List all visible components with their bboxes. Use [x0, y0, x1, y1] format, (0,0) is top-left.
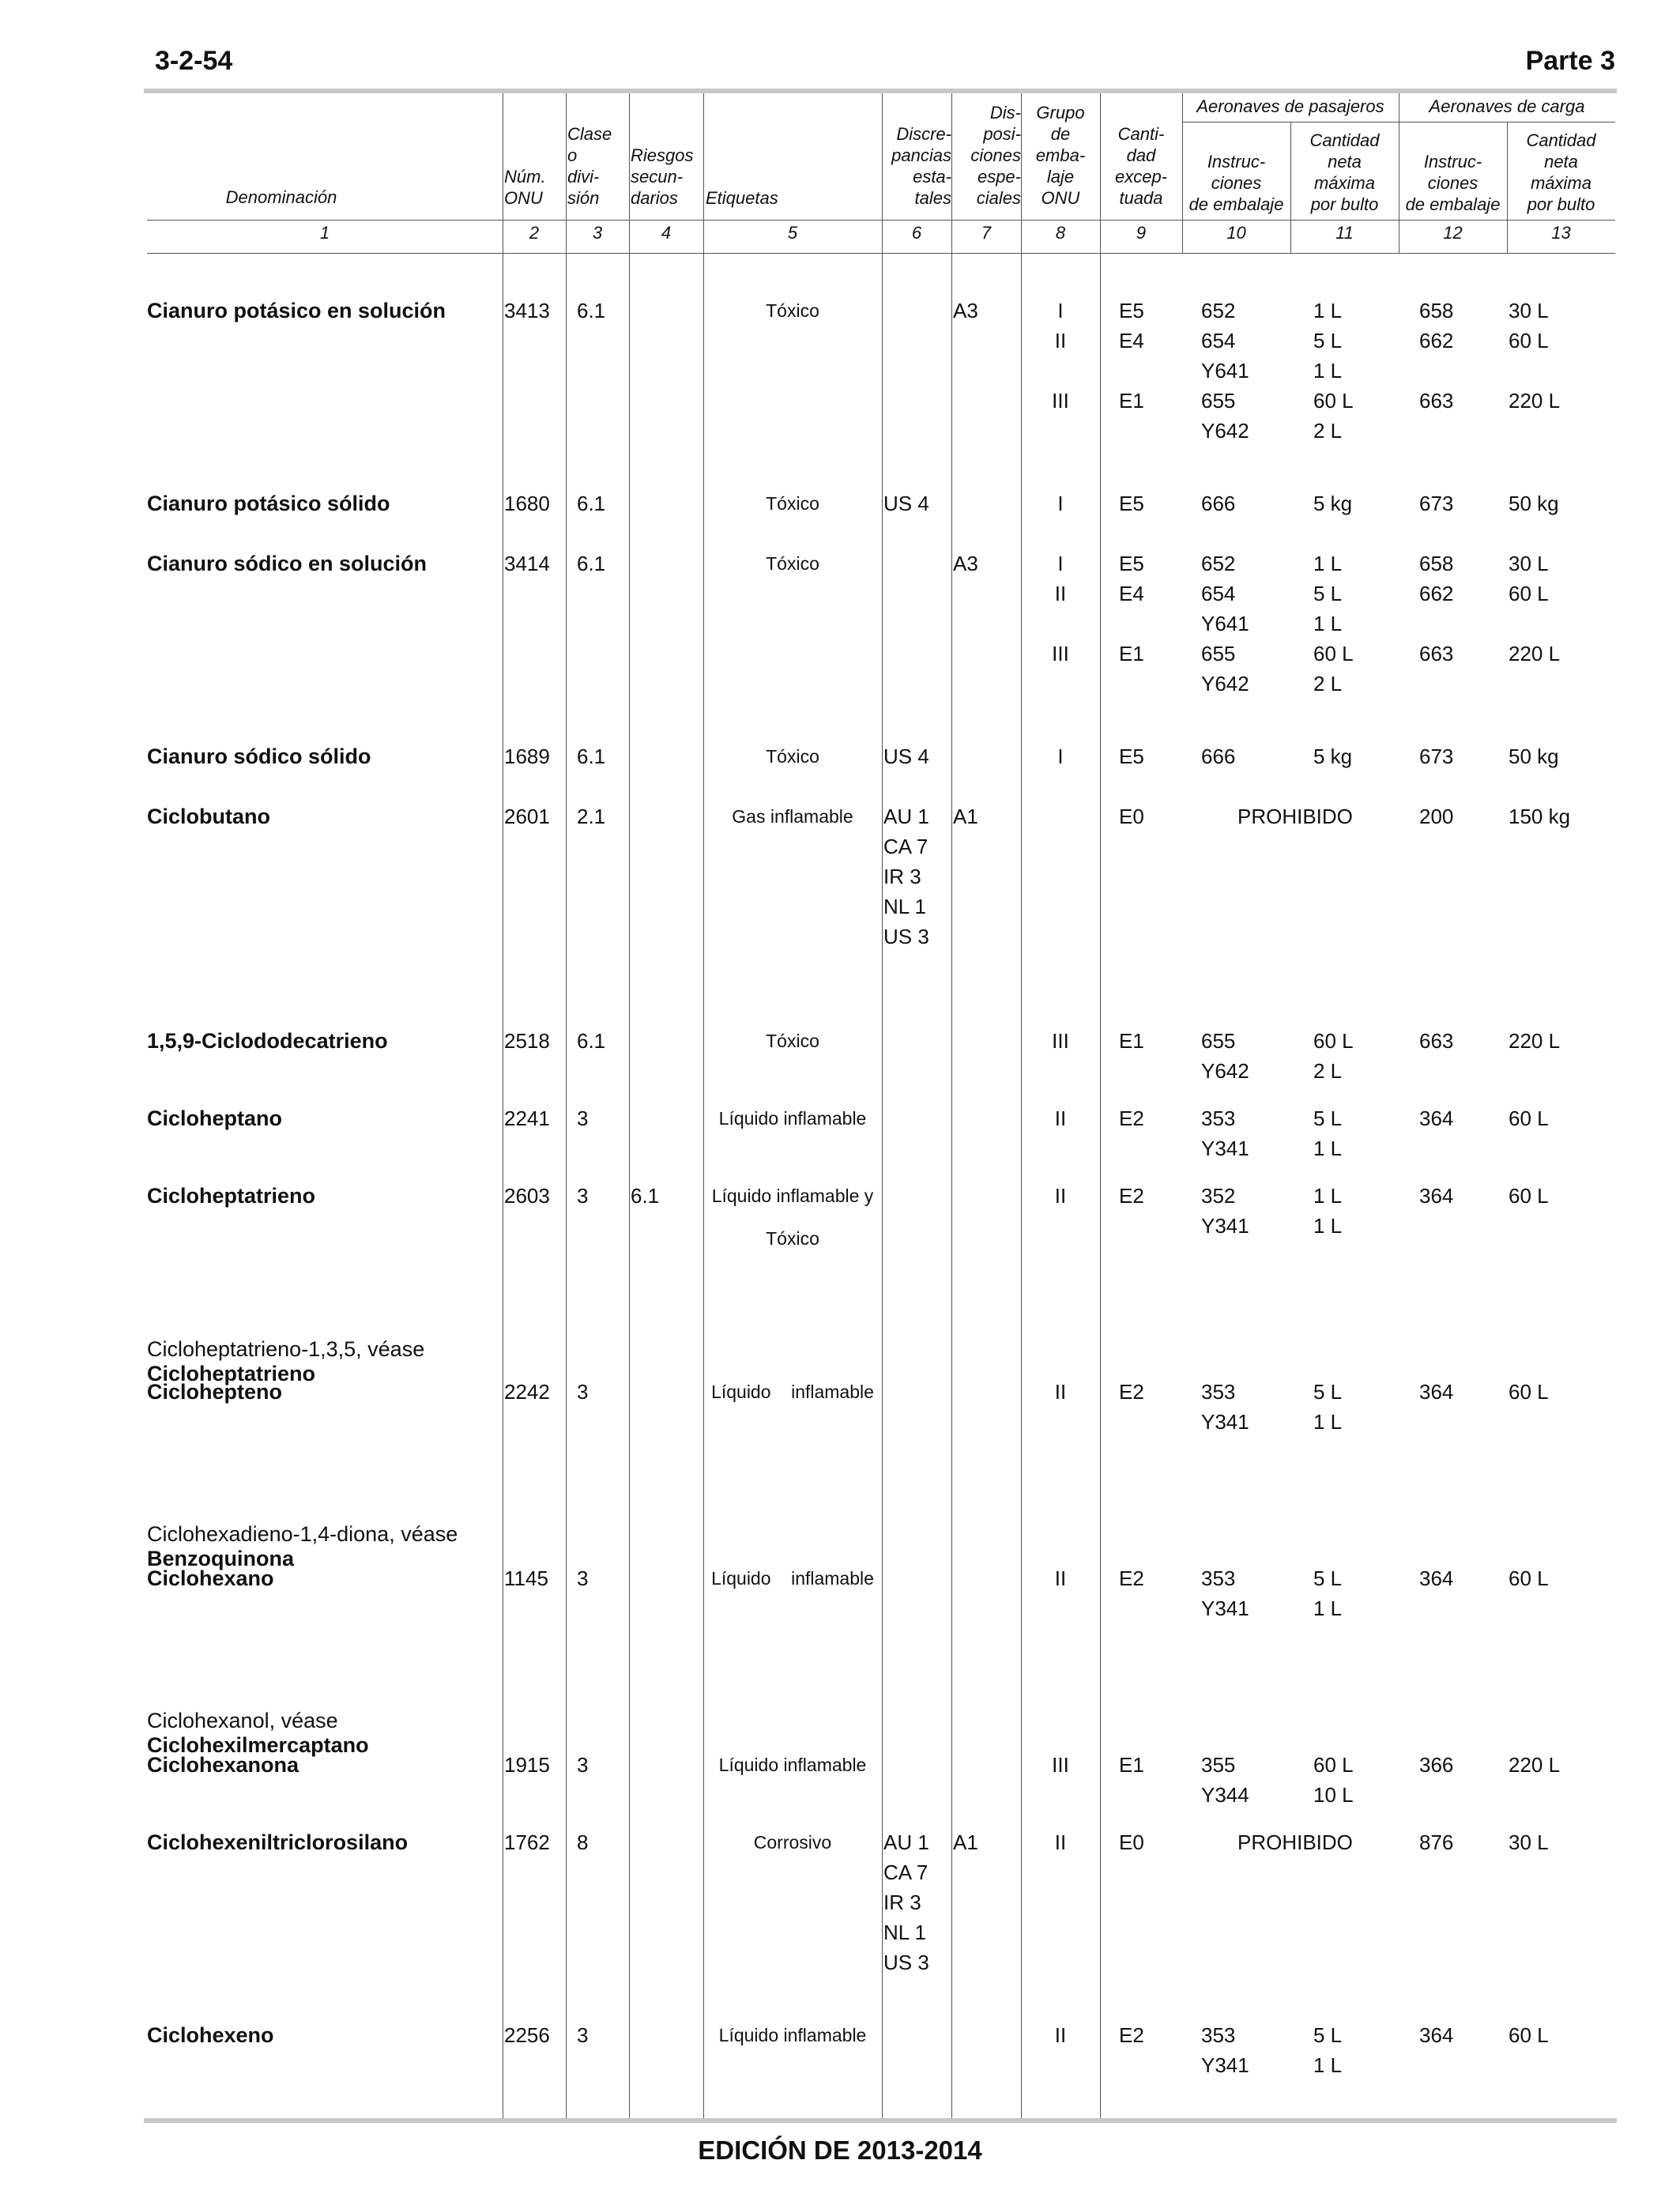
col-number: 4 — [661, 223, 672, 243]
state-variation: CA 7 — [883, 1860, 929, 1884]
packing-group: I — [1057, 492, 1064, 515]
excepted-quantity: E0 — [1119, 805, 1144, 828]
passenger-max-quantity: 1 L — [1313, 1137, 1343, 1160]
cargo-max-quantity: 60 L — [1509, 1106, 1549, 1130]
col-header-passenger-max-quantity: Cantidad neta máxima por bulto — [1309, 130, 1380, 214]
cargo-max-quantity: 60 L — [1509, 1566, 1549, 1590]
passenger-max-quantity: 1 L — [1313, 552, 1343, 575]
col-number: 5 — [787, 223, 798, 243]
excepted-quantity: E2 — [1119, 1106, 1144, 1130]
excepted-quantity: E2 — [1119, 1380, 1144, 1404]
col-number: 8 — [1055, 223, 1066, 243]
cargo-packing-instruction: 663 — [1419, 1029, 1454, 1053]
substance-name: Ciclobutano — [147, 805, 270, 828]
cargo-max-quantity: 150 kg — [1509, 805, 1571, 828]
excepted-quantity: E1 — [1119, 642, 1144, 665]
excepted-quantity: E1 — [1119, 1753, 1144, 1777]
passenger-packing-instruction: Y341 — [1201, 1137, 1249, 1160]
excepted-quantity: E2 — [1119, 1184, 1144, 1208]
col-number: 10 — [1226, 223, 1246, 243]
un-number: 1680 — [504, 492, 550, 515]
passenger-max-quantity: 60 L — [1313, 1753, 1354, 1777]
forbidden-notice: PROHIBIDO — [1237, 805, 1353, 828]
substance-name: Ciclohexanona — [147, 1753, 299, 1777]
state-variation: US 3 — [883, 925, 929, 948]
state-variation: US 4 — [883, 492, 929, 515]
passenger-max-quantity: 1 L — [1313, 1410, 1343, 1434]
cargo-max-quantity: 220 L — [1509, 642, 1561, 665]
edition-footer: EDICIÓN DE 2013-2014 — [698, 2136, 982, 2165]
col-number: 9 — [1136, 223, 1147, 243]
substance-name: Cianuro potásico sólido — [147, 492, 390, 515]
passenger-packing-instruction: Y341 — [1201, 1410, 1249, 1434]
cargo-packing-instruction: 658 — [1419, 552, 1454, 575]
hazard-class: 3 — [577, 1184, 589, 1208]
col-header-excepted-quantity: Canti- dad excep- tuada — [1114, 124, 1168, 208]
cargo-packing-instruction: 663 — [1419, 642, 1454, 665]
passenger-max-quantity: 2 L — [1313, 419, 1343, 443]
hazard-label: Líquido inflamable — [718, 1108, 867, 1129]
cargo-max-quantity: 60 L — [1509, 2023, 1549, 2047]
hazard-label: Líquido inflamable — [711, 1382, 874, 1402]
cargo-max-quantity: 60 L — [1509, 582, 1549, 605]
hazard-class: 2.1 — [577, 805, 606, 828]
cargo-packing-instruction: 364 — [1419, 2023, 1454, 2047]
see-target: Ciclohexilmercaptano — [147, 1733, 369, 1757]
substance-name: 1,5,9-Ciclododecatrieno — [147, 1029, 388, 1053]
cargo-packing-instruction: 364 — [1419, 1566, 1454, 1590]
passenger-packing-instruction: Y641 — [1201, 359, 1249, 383]
excepted-quantity: E1 — [1119, 1029, 1144, 1053]
cargo-packing-instruction: 673 — [1419, 745, 1454, 768]
group-header-cargo-aircraft: Aeronaves de carga — [1429, 96, 1585, 116]
cargo-packing-instruction: 364 — [1419, 1106, 1454, 1130]
col-header-class: Clase o divi- sión — [567, 124, 612, 208]
page-header — [147, 46, 1615, 87]
excepted-quantity: E5 — [1119, 492, 1144, 515]
hazard-label: Tóxico — [766, 553, 819, 574]
cargo-packing-instruction: 200 — [1419, 805, 1454, 828]
excepted-quantity: E1 — [1119, 389, 1144, 413]
cargo-max-quantity: 220 L — [1509, 389, 1561, 413]
cargo-max-quantity: 50 kg — [1509, 745, 1559, 768]
col-number: 2 — [529, 223, 540, 243]
passenger-max-quantity: 5 kg — [1313, 745, 1353, 768]
hazard-class: 3 — [577, 1566, 589, 1590]
un-number: 1689 — [504, 745, 550, 768]
state-variation: AU 1 — [883, 805, 929, 828]
un-number: 2241 — [504, 1106, 550, 1130]
passenger-max-quantity: 2 L — [1313, 672, 1343, 696]
packing-group: II — [1054, 1184, 1067, 1208]
cargo-max-quantity: 60 L — [1509, 1184, 1549, 1208]
un-number: 1762 — [504, 1830, 550, 1854]
cargo-packing-instruction: 663 — [1419, 389, 1454, 413]
passenger-max-quantity: 60 L — [1313, 642, 1354, 665]
excepted-quantity: E4 — [1119, 329, 1144, 352]
passenger-max-quantity: 5 L — [1313, 329, 1343, 352]
cargo-max-quantity: 60 L — [1509, 1380, 1549, 1404]
substance-name: Ciclohexeno — [147, 2023, 274, 2047]
passenger-packing-instruction: Y341 — [1201, 2053, 1249, 2077]
passenger-max-quantity: 5 L — [1313, 1566, 1343, 1590]
col-number: 1 — [319, 223, 330, 243]
substance-name: Ciclohexano — [147, 1566, 274, 1590]
packing-group: II — [1054, 1830, 1067, 1854]
hazard-label: Tóxico — [766, 1031, 819, 1051]
state-variation: AU 1 — [883, 1830, 929, 1854]
col-header-passenger-packing-instructions: Instruc- ciones de embalaje — [1188, 152, 1284, 214]
packing-group: II — [1054, 582, 1067, 605]
cargo-max-quantity: 30 L — [1509, 552, 1549, 575]
passenger-packing-instruction: 355 — [1201, 1753, 1236, 1777]
see-prefix: Ciclohexadieno-1,4-diona, véase — [147, 1522, 458, 1546]
hazard-class: 3 — [577, 1753, 589, 1777]
passenger-packing-instruction: 353 — [1201, 1380, 1236, 1404]
hazard-class: 6.1 — [577, 745, 606, 768]
passenger-packing-instruction: 352 — [1201, 1184, 1236, 1208]
col-number: 13 — [1551, 223, 1571, 243]
cargo-packing-instruction: 658 — [1419, 299, 1454, 322]
substance-name: Ciclohexeniltriclorosilano — [147, 1830, 409, 1854]
un-number: 2603 — [504, 1184, 550, 1208]
passenger-packing-instruction: 666 — [1201, 745, 1236, 768]
passenger-packing-instruction: 654 — [1201, 329, 1236, 352]
hazard-label: Gas inflamable — [732, 806, 853, 827]
passenger-max-quantity: 1 L — [1313, 299, 1343, 322]
passenger-max-quantity: 1 L — [1313, 1214, 1343, 1238]
packing-group: III — [1052, 389, 1069, 413]
packing-group: II — [1054, 1380, 1067, 1404]
excepted-quantity: E5 — [1119, 552, 1144, 575]
cargo-max-quantity: 220 L — [1509, 1753, 1561, 1777]
passenger-max-quantity: 5 L — [1313, 582, 1343, 605]
excepted-quantity: E2 — [1119, 2023, 1144, 2047]
hazard-class: 3 — [577, 1106, 589, 1130]
passenger-packing-instruction: 655 — [1201, 642, 1236, 665]
see-target: Benzoquinona — [147, 1547, 294, 1570]
hazard-class: 3 — [577, 2023, 589, 2047]
cargo-max-quantity: 30 L — [1509, 1830, 1549, 1854]
col-number: 3 — [592, 223, 603, 243]
excepted-quantity: E2 — [1119, 1566, 1144, 1590]
part-label: Parte 3 — [1525, 46, 1615, 76]
un-number: 2242 — [504, 1380, 550, 1404]
state-variation: US 3 — [883, 1951, 929, 1974]
passenger-max-quantity: 60 L — [1313, 1029, 1354, 1053]
excepted-quantity: E4 — [1119, 582, 1144, 605]
hazard-label: Líquido inflamable — [718, 1755, 867, 1775]
passenger-packing-instruction: Y642 — [1201, 1059, 1249, 1083]
hazard-label: Tóxico — [766, 746, 819, 767]
passenger-max-quantity: 60 L — [1313, 389, 1354, 413]
un-number: 1145 — [504, 1566, 548, 1590]
passenger-packing-instruction: 666 — [1201, 492, 1236, 515]
hazard-class: 3 — [577, 1380, 589, 1404]
state-variation: NL 1 — [883, 895, 926, 918]
packing-group: III — [1052, 642, 1069, 665]
cargo-max-quantity: 60 L — [1509, 329, 1549, 352]
hazard-class: 6.1 — [577, 1029, 606, 1053]
passenger-packing-instruction: Y341 — [1201, 1596, 1249, 1620]
un-number: 2256 — [504, 2023, 550, 2047]
cargo-max-quantity: 220 L — [1509, 1029, 1561, 1053]
state-variation: IR 3 — [883, 865, 921, 888]
col-number: 11 — [1335, 223, 1354, 243]
substance-name: Cicloheptatrieno — [147, 1184, 316, 1208]
cargo-packing-instruction: 662 — [1419, 329, 1454, 352]
packing-group: I — [1057, 552, 1064, 575]
col-header-cargo-max-quantity: Cantidad neta máxima por bulto — [1526, 130, 1596, 214]
substance-name: Ciclohepteno — [147, 1380, 283, 1404]
passenger-packing-instruction: Y642 — [1201, 419, 1249, 443]
state-variation: NL 1 — [883, 1921, 926, 1944]
passenger-packing-instruction: Y642 — [1201, 672, 1249, 696]
cargo-packing-instruction: 876 — [1419, 1830, 1454, 1854]
un-number: 3414 — [504, 552, 550, 575]
cargo-packing-instruction: 364 — [1419, 1380, 1454, 1404]
dangerous-goods-table — [147, 93, 1615, 2118]
subsidiary-risk: 6.1 — [631, 1184, 660, 1208]
special-provision: A1 — [953, 805, 978, 828]
passenger-max-quantity: 1 L — [1313, 1184, 1343, 1208]
cargo-max-quantity: 50 kg — [1509, 492, 1559, 515]
passenger-max-quantity: 5 L — [1313, 1106, 1343, 1130]
special-provision: A1 — [953, 1830, 978, 1854]
col-number: 7 — [981, 223, 992, 243]
un-number: 2601 — [504, 805, 550, 828]
col-number: 6 — [911, 223, 922, 243]
cargo-max-quantity: 30 L — [1509, 299, 1549, 322]
hazard-class: 6.1 — [577, 552, 606, 575]
passenger-packing-instruction: 652 — [1201, 552, 1236, 575]
cargo-packing-instruction: 364 — [1419, 1184, 1454, 1208]
excepted-quantity: E5 — [1119, 745, 1144, 768]
forbidden-notice: PROHIBIDO — [1237, 1830, 1353, 1854]
passenger-packing-instruction: Y344 — [1201, 1783, 1249, 1807]
excepted-quantity: E0 — [1119, 1830, 1144, 1854]
un-number: 3413 — [504, 299, 550, 322]
hazard-class: 6.1 — [577, 299, 606, 322]
hazard-label: Líquido inflamable y — [711, 1186, 874, 1206]
passenger-max-quantity: 5 L — [1313, 1380, 1343, 1404]
passenger-max-quantity: 5 kg — [1313, 492, 1353, 515]
passenger-packing-instruction: 353 — [1201, 2023, 1236, 2047]
hazard-class: 8 — [577, 1830, 589, 1854]
passenger-max-quantity: 1 L — [1313, 2053, 1343, 2077]
see-target: Cicloheptatrieno — [147, 1362, 316, 1385]
excepted-quantity: E5 — [1119, 299, 1144, 322]
passenger-max-quantity: 1 L — [1313, 1596, 1343, 1620]
packing-group: II — [1054, 1106, 1067, 1130]
passenger-max-quantity: 1 L — [1313, 612, 1343, 635]
passenger-packing-instruction: 652 — [1201, 299, 1236, 322]
see-prefix: Cicloheptatrieno-1,3,5, véase — [147, 1337, 425, 1361]
cargo-packing-instruction: 673 — [1419, 492, 1454, 515]
passenger-max-quantity: 5 L — [1313, 2023, 1343, 2047]
see-prefix: Ciclohexanol, véase — [147, 1709, 338, 1732]
hazard-label: Líquido inflamable — [718, 2025, 867, 2045]
col-number: 12 — [1443, 223, 1463, 243]
substance-name: Cianuro sódico sólido — [147, 745, 371, 768]
un-number: 2518 — [504, 1029, 550, 1053]
passenger-packing-instruction: 654 — [1201, 582, 1236, 605]
col-header-cargo-packing-instructions: Instruc- ciones de embalaje — [1405, 152, 1501, 214]
bottom-rule — [144, 2118, 1617, 2123]
un-number: 1915 — [504, 1753, 550, 1777]
hazard-label-continued: Tóxico — [766, 1228, 819, 1249]
passenger-max-quantity: 2 L — [1313, 1059, 1343, 1083]
col-header-labels: Etiquetas — [706, 188, 778, 208]
passenger-packing-instruction: 655 — [1201, 389, 1236, 413]
cargo-packing-instruction: 662 — [1419, 582, 1454, 605]
col-header-subsidiary-risks: Riesgos secun- darios — [631, 145, 694, 208]
state-variation: US 4 — [883, 745, 929, 768]
passenger-max-quantity: 1 L — [1313, 359, 1343, 383]
hazard-label: Corrosivo — [753, 1832, 832, 1853]
col-header-packing-group: Grupo de emba- laje ONU — [1035, 103, 1086, 208]
packing-group: III — [1052, 1753, 1069, 1777]
col-header-denominacion: Denominación — [225, 187, 337, 207]
passenger-max-quantity: 10 L — [1313, 1783, 1354, 1807]
col-header-special-provisions: Dis- posi- ciones espe- ciales — [970, 103, 1021, 208]
hazard-label: Tóxico — [766, 300, 819, 321]
packing-group: I — [1057, 299, 1064, 322]
state-variation: IR 3 — [883, 1891, 921, 1914]
substance-name: Cianuro sódico en solución — [147, 552, 428, 575]
col-header-state-variations: Discre- pancias esta- tales — [891, 124, 951, 208]
hazard-class: 6.1 — [577, 492, 606, 515]
hazard-label: Tóxico — [766, 493, 819, 514]
passenger-packing-instruction: 353 — [1201, 1106, 1236, 1130]
special-provision: A3 — [953, 299, 978, 322]
substance-name: Cicloheptano — [147, 1106, 283, 1130]
special-provision: A3 — [953, 552, 978, 575]
hazard-label: Líquido inflamable — [711, 1568, 874, 1589]
packing-group: II — [1054, 329, 1067, 352]
passenger-packing-instruction: 655 — [1201, 1029, 1236, 1053]
packing-group: II — [1054, 2023, 1067, 2047]
substance-name: Cianuro potásico en solución — [147, 299, 446, 322]
passenger-packing-instruction: Y341 — [1201, 1214, 1249, 1238]
col-header-un-number: Núm. ONU — [504, 167, 546, 208]
packing-group: III — [1052, 1029, 1069, 1053]
state-variation: CA 7 — [883, 835, 929, 858]
packing-group: I — [1057, 745, 1064, 768]
group-header-passenger-aircraft: Aeronaves de pasajeros — [1196, 96, 1384, 116]
cargo-packing-instruction: 366 — [1419, 1753, 1454, 1777]
page-number: 3-2-54 — [155, 46, 233, 76]
passenger-packing-instruction: 353 — [1201, 1566, 1236, 1590]
passenger-packing-instruction: Y641 — [1201, 612, 1249, 635]
packing-group: II — [1054, 1566, 1067, 1590]
